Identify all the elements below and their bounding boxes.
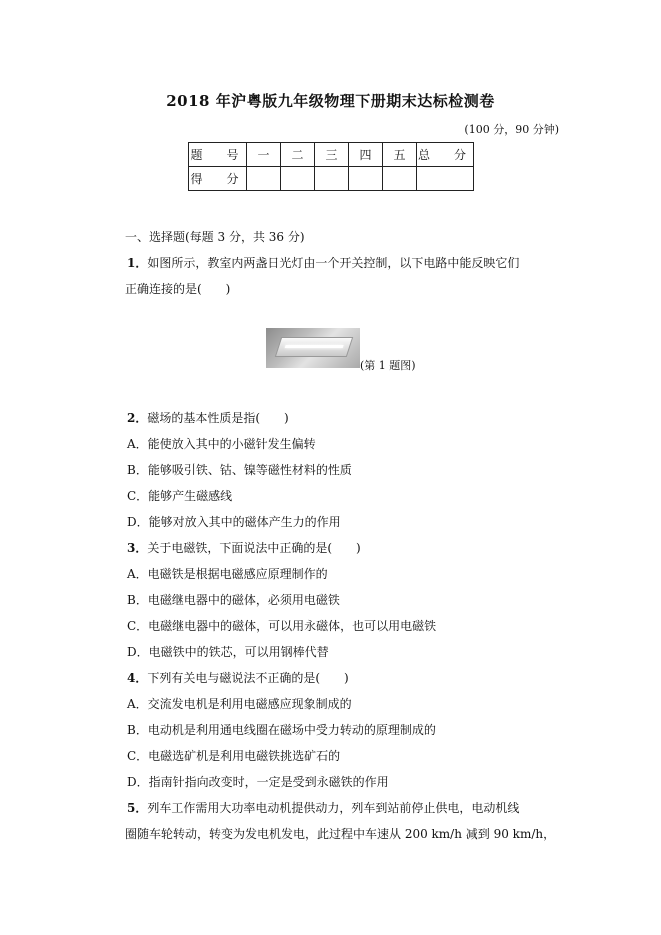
score-table xyxy=(188,142,474,191)
score-table-empty-cell xyxy=(349,167,383,191)
score-table-empty-cell xyxy=(281,167,315,191)
score-table-empty-cell xyxy=(417,167,474,191)
question-4-option-c: C．电磁选矿机是利用电磁铁挑选矿石的 xyxy=(127,749,341,763)
question-1-line-2: 正确连接的是( ) xyxy=(125,282,231,296)
fluorescent-lamp-photo xyxy=(266,328,360,368)
score-table-header-cell: 四 xyxy=(349,143,383,167)
question-text: 如图所示，教室内两盏日光灯由一个开关控制，以下电路中能反映它们 xyxy=(147,256,520,270)
question-3-option-d: D．电磁铁中的铁芯，可以用钢棒代替 xyxy=(127,645,329,659)
question-2-option-d: D．能够对放入其中的磁体产生力的作用 xyxy=(127,515,341,529)
lamp-fixture-image xyxy=(275,337,353,357)
question-number: 1． xyxy=(127,256,148,270)
question-number: 4． xyxy=(127,671,148,685)
figure-caption: (第 1 题图) xyxy=(360,359,416,372)
question-2-option-c: C．能够产生磁感线 xyxy=(127,489,233,503)
question-4-stem xyxy=(127,669,349,686)
question-1-line-1 xyxy=(127,254,519,271)
question-2-option-b: B．能够吸引铁、钴、镍等磁性材料的性质 xyxy=(127,463,352,477)
score-table-header-cell: 一 xyxy=(247,143,281,167)
question-2-option-a: A．能使放入其中的小磁针发生偏转 xyxy=(127,437,316,451)
score-table-header-cell: 题 号 xyxy=(189,143,247,167)
score-table-header-cell: 三 xyxy=(315,143,349,167)
score-table-header-cell: 二 xyxy=(281,143,315,167)
question-2-stem xyxy=(127,409,289,426)
score-table-empty-cell xyxy=(247,167,281,191)
question-3-option-a: A．电磁铁是根据电磁感应原理制作的 xyxy=(127,567,328,581)
score-table-empty-cell xyxy=(315,167,349,191)
question-3-option-b: B．电磁继电器中的磁体，必须用电磁铁 xyxy=(127,593,340,607)
question-number: 5． xyxy=(127,801,148,815)
question-3-option-c: C．电磁继电器中的磁体，可以用永磁体，也可以用电磁铁 xyxy=(127,619,437,633)
score-table-header-cell: 总 分 xyxy=(417,143,474,167)
score-table-score-row xyxy=(189,167,474,191)
question-4-option-d: D．指南针指向改变时，一定是受到永磁铁的作用 xyxy=(127,775,389,789)
question-5-line-2: 圈随车轮转动，转变为发电机发电，此过程中车速从 200 km/h 减到 90 km/h， xyxy=(125,827,556,841)
question-4-option-a: A．交流发电机是利用电磁感应现象制成的 xyxy=(127,697,352,711)
question-3-stem xyxy=(127,539,361,556)
score-table-empty-cell xyxy=(383,167,417,191)
score-table-header-row xyxy=(189,143,474,167)
question-4-option-b: B．电动机是利用通电线圈在磁场中受力转动的原理制成的 xyxy=(127,723,436,737)
question-text: 下列有关电与磁说法不正确的是( ) xyxy=(147,671,349,685)
question-text: 关于电磁铁，下面说法中正确的是( ) xyxy=(147,541,361,555)
exam-score-time: (100 分，90 分钟) xyxy=(464,123,559,136)
question-text: 列车工作需用大功率电动机提供动力，列车到站前停止供电，电动机线 xyxy=(147,801,520,815)
question-number: 3． xyxy=(127,541,148,555)
question-text: 磁场的基本性质是指( ) xyxy=(147,411,289,425)
score-table-row-label: 得 分 xyxy=(189,167,247,191)
section-heading: 一、选择题(每题 3 分，共 36 分) xyxy=(125,230,305,244)
page-title: 2018 年沪粤版九年级物理下册期末达标检测卷 xyxy=(166,92,495,110)
question-5-line-1 xyxy=(127,799,519,816)
question-number: 2． xyxy=(127,411,148,425)
score-table-header-cell: 五 xyxy=(383,143,417,167)
